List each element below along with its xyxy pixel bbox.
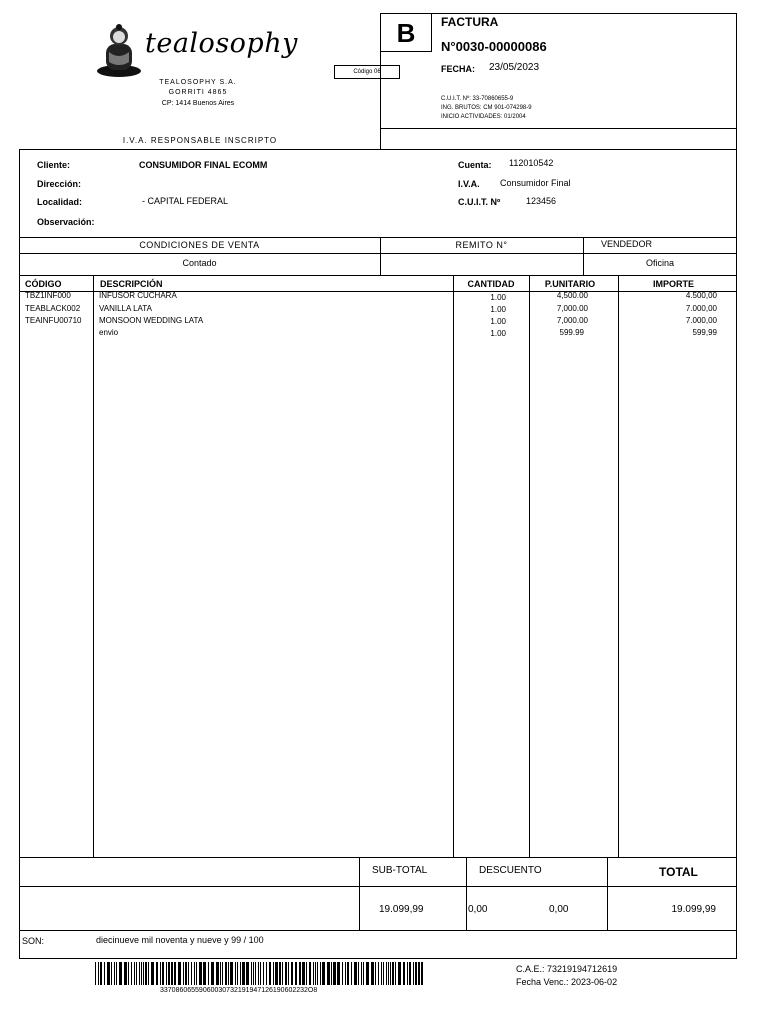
barcode-bar (225, 962, 227, 985)
col-header-unit: P.UNITARIO (544, 279, 596, 289)
barcode-bar (139, 962, 140, 985)
row-amount: 4.500,00 (685, 291, 717, 300)
barcode-bar (211, 962, 214, 985)
son-label: SON: (22, 936, 45, 946)
barcode-bar (124, 962, 127, 985)
col-header-amount: IMPORTE (652, 279, 694, 289)
barcode-bar (288, 962, 289, 985)
barcode-bar (313, 962, 314, 985)
barcode-bar (327, 962, 330, 985)
date-label: FECHA: (441, 64, 475, 74)
barcode-bar (191, 962, 192, 985)
barcode-bar (395, 962, 396, 985)
row-quantity: 1.00 (490, 305, 506, 314)
barcode-bar (171, 962, 173, 985)
barcode-bar (279, 962, 281, 985)
row-description: VANILLA LATA (99, 304, 152, 313)
invoice-iibb: ING. BRUTOS: CM 901-074298-9 (441, 105, 532, 111)
barcode-bar (119, 962, 122, 985)
company-name: TEALOSOPHY S.A. (159, 79, 237, 86)
barcode-bar (100, 962, 102, 985)
barcode-bar (337, 962, 340, 985)
barcode-bar (363, 962, 364, 985)
sale-condition-label: CONDICIONES DE VENTA (139, 240, 260, 250)
barcode-bar (98, 962, 99, 985)
barcode-bar (299, 962, 301, 985)
logo-figure-icon (95, 22, 143, 78)
barcode-bar (333, 962, 336, 985)
barcode-bar (260, 962, 261, 985)
cae-due-date: Fecha Venc.: 2023-06-02 (516, 977, 618, 987)
barcode-bar (246, 962, 249, 985)
barcode-bar (291, 962, 293, 985)
barcode-bar (235, 962, 236, 985)
barcode-bar (95, 962, 96, 985)
barcode-bar (375, 962, 376, 985)
col-header-quantity: CANTIDAD (467, 279, 515, 289)
barcode-bar (194, 962, 195, 985)
row-description: envio (99, 328, 119, 337)
barcode-bar (347, 962, 349, 985)
barcode-bar (378, 962, 379, 985)
barcode-bar (273, 962, 274, 985)
barcode-bar (160, 962, 161, 985)
barcode-bar (285, 962, 287, 985)
row-description: MONSOON WEDDING LATA (99, 316, 204, 325)
barcode-bar (208, 962, 209, 985)
barcode-bar (269, 962, 271, 985)
barcode-bar (230, 962, 233, 985)
barcode (95, 962, 425, 985)
barcode-bar (315, 962, 316, 985)
row-quantity: 1.00 (490, 293, 506, 302)
row-code: TEAINFU00710 (25, 316, 82, 325)
barcode-bar (222, 962, 223, 985)
barcode-bar (255, 962, 256, 985)
barcode-bar (162, 962, 164, 985)
row-code: TBZ1INF000 (25, 291, 71, 300)
invoice-body-frame (19, 149, 737, 959)
address-label: Dirección: (37, 179, 82, 189)
iva-label: I.V.A. (458, 179, 480, 189)
barcode-bar (156, 962, 158, 985)
row-amount: 599,99 (692, 328, 717, 337)
barcode-bar (388, 962, 389, 985)
company-address: GORRITI 4865 (168, 89, 228, 96)
barcode-bar (306, 962, 307, 985)
invoice-letter: B (396, 18, 416, 48)
barcode-bar (345, 962, 346, 985)
client-value: CONSUMIDOR FINAL ECOMM (139, 160, 268, 170)
barcode-bar (342, 962, 343, 985)
barcode-bar (302, 962, 305, 985)
row-quantity: 1.00 (490, 317, 506, 326)
locality-label: Localidad: (37, 197, 83, 207)
invoice-code: Código 06 (353, 69, 381, 75)
barcode-bar (403, 962, 405, 985)
barcode-bar (237, 962, 238, 985)
barcode-bar (366, 962, 369, 985)
company-logo (95, 22, 305, 80)
invoice-number: N°0030-00000086 (441, 39, 547, 54)
barcode-bar (168, 962, 170, 985)
barcode-bar (358, 962, 359, 985)
subtotal-label: SUB-TOTAL (372, 865, 428, 876)
locality-value: - CAPITAL FEDERAL (142, 196, 229, 206)
iva-condition: I.V.A. RESPONSABLE INSCRIPTO (122, 136, 278, 145)
row-unit: 599.99 (559, 328, 584, 337)
barcode-bar (228, 962, 229, 985)
subtotal-value: 19.099,99 (379, 904, 424, 915)
barcode-bar (317, 962, 318, 985)
barcode-bar (361, 962, 362, 985)
barcode-number: 33708606559060030732191947126190602232O8 (160, 987, 318, 994)
barcode-bar (309, 962, 311, 985)
barcode-bar (166, 962, 167, 985)
barcode-bar (145, 962, 147, 985)
barcode-bar (148, 962, 149, 985)
barcode-bar (418, 962, 420, 985)
barcode-bar (351, 962, 352, 985)
remito-label: REMITO N° (455, 240, 508, 250)
barcode-bar (258, 962, 259, 985)
barcode-bar (178, 962, 181, 985)
barcode-bar (107, 962, 110, 985)
total-value: 19.099,99 (671, 904, 716, 915)
barcode-bar (322, 962, 325, 985)
logo-text: tealosophy (145, 28, 298, 59)
account-label: Cuenta: (458, 160, 492, 170)
son-value: diecinueve mil noventa y nueve y 99 / 100 (96, 935, 264, 945)
barcode-bar (386, 962, 387, 985)
barcode-bar (251, 962, 252, 985)
row-amount: 7.000,00 (685, 304, 717, 313)
client-label: Cliente: (37, 160, 71, 170)
invoice-date: 23/05/2023 (489, 62, 540, 73)
cae: C.A.E.: 73219194712619 (516, 964, 618, 974)
invoice-cuit: C.U.I.T. Nº: 33-70860655-9 (441, 96, 514, 102)
barcode-bar (174, 962, 176, 985)
cuit-value: 123456 (526, 196, 557, 206)
barcode-bar (196, 962, 197, 985)
barcode-bar (413, 962, 414, 985)
barcode-bar (266, 962, 267, 985)
barcode-bar (134, 962, 135, 985)
barcode-bar (242, 962, 245, 985)
barcode-bar (143, 962, 144, 985)
barcode-bar (183, 962, 184, 985)
sale-condition-value: Contado (182, 258, 217, 268)
barcode-bar (111, 962, 112, 985)
barcode-bar (199, 962, 202, 985)
barcode-bar (409, 962, 411, 985)
observation-label: Observación: (37, 217, 95, 227)
account-value: 112010542 (509, 158, 554, 168)
invoice-header-box (380, 13, 737, 150)
barcode-bar (263, 962, 264, 985)
barcode-bar (415, 962, 417, 985)
barcode-bar (398, 962, 401, 985)
barcode-bar (185, 962, 187, 985)
barcode-bar (141, 962, 142, 985)
row-amount: 7.000,00 (685, 316, 717, 325)
discount-label: DESCUENTO (479, 865, 542, 876)
barcode-bar (216, 962, 219, 985)
barcode-bar (203, 962, 206, 985)
barcode-bar (320, 962, 321, 985)
row-quantity: 1.00 (490, 329, 506, 338)
invoice-letter-box (380, 13, 432, 52)
barcode-bar (383, 962, 384, 985)
iva-value: Consumidor Final (500, 178, 571, 188)
invoice-start: INICIO ACTIVIDADES: 01/2004 (441, 114, 526, 120)
barcode-bar (116, 962, 117, 985)
barcode-bar (371, 962, 374, 985)
barcode-bar (421, 962, 423, 985)
company-city: CP: 1414 Buenos Aires (161, 100, 235, 107)
barcode-bar (390, 962, 391, 985)
barcode-bar (136, 962, 137, 985)
row-unit: 7,000.00 (556, 304, 588, 313)
barcode-bar (240, 962, 241, 985)
discount-pct: 0,00 (468, 904, 488, 915)
invoice-title: FACTURA (441, 15, 499, 29)
cuit-label: C.U.I.T. Nº (458, 197, 501, 207)
barcode-bar (392, 962, 394, 985)
total-label: TOTAL (659, 865, 698, 879)
discount-value: 0,00 (549, 904, 569, 915)
col-header-description: DESCRIPCIÓN (100, 279, 163, 289)
barcode-bar (104, 962, 105, 985)
barcode-bar (331, 962, 332, 985)
barcode-bar (354, 962, 357, 985)
barcode-bar (275, 962, 278, 985)
row-unit: 4,500.00 (556, 291, 588, 300)
barcode-bar (114, 962, 115, 985)
barcode-bar (131, 962, 132, 985)
barcode-bar (282, 962, 283, 985)
row-code: TEABLACK002 (25, 304, 81, 313)
barcode-bar (253, 962, 254, 985)
barcode-bar (151, 962, 154, 985)
barcode-bar (188, 962, 189, 985)
seller-value: Oficina (645, 258, 674, 268)
barcode-bar (407, 962, 408, 985)
col-header-code: CÓDIGO (25, 279, 62, 289)
row-description: INFUSOR CUCHARA (99, 291, 177, 300)
barcode-bar (128, 962, 129, 985)
barcode-bar (220, 962, 221, 985)
seller-label: VENDEDOR (601, 239, 653, 249)
barcode-bar (381, 962, 382, 985)
row-unit: 7,000.00 (556, 316, 588, 325)
barcode-bar (295, 962, 297, 985)
